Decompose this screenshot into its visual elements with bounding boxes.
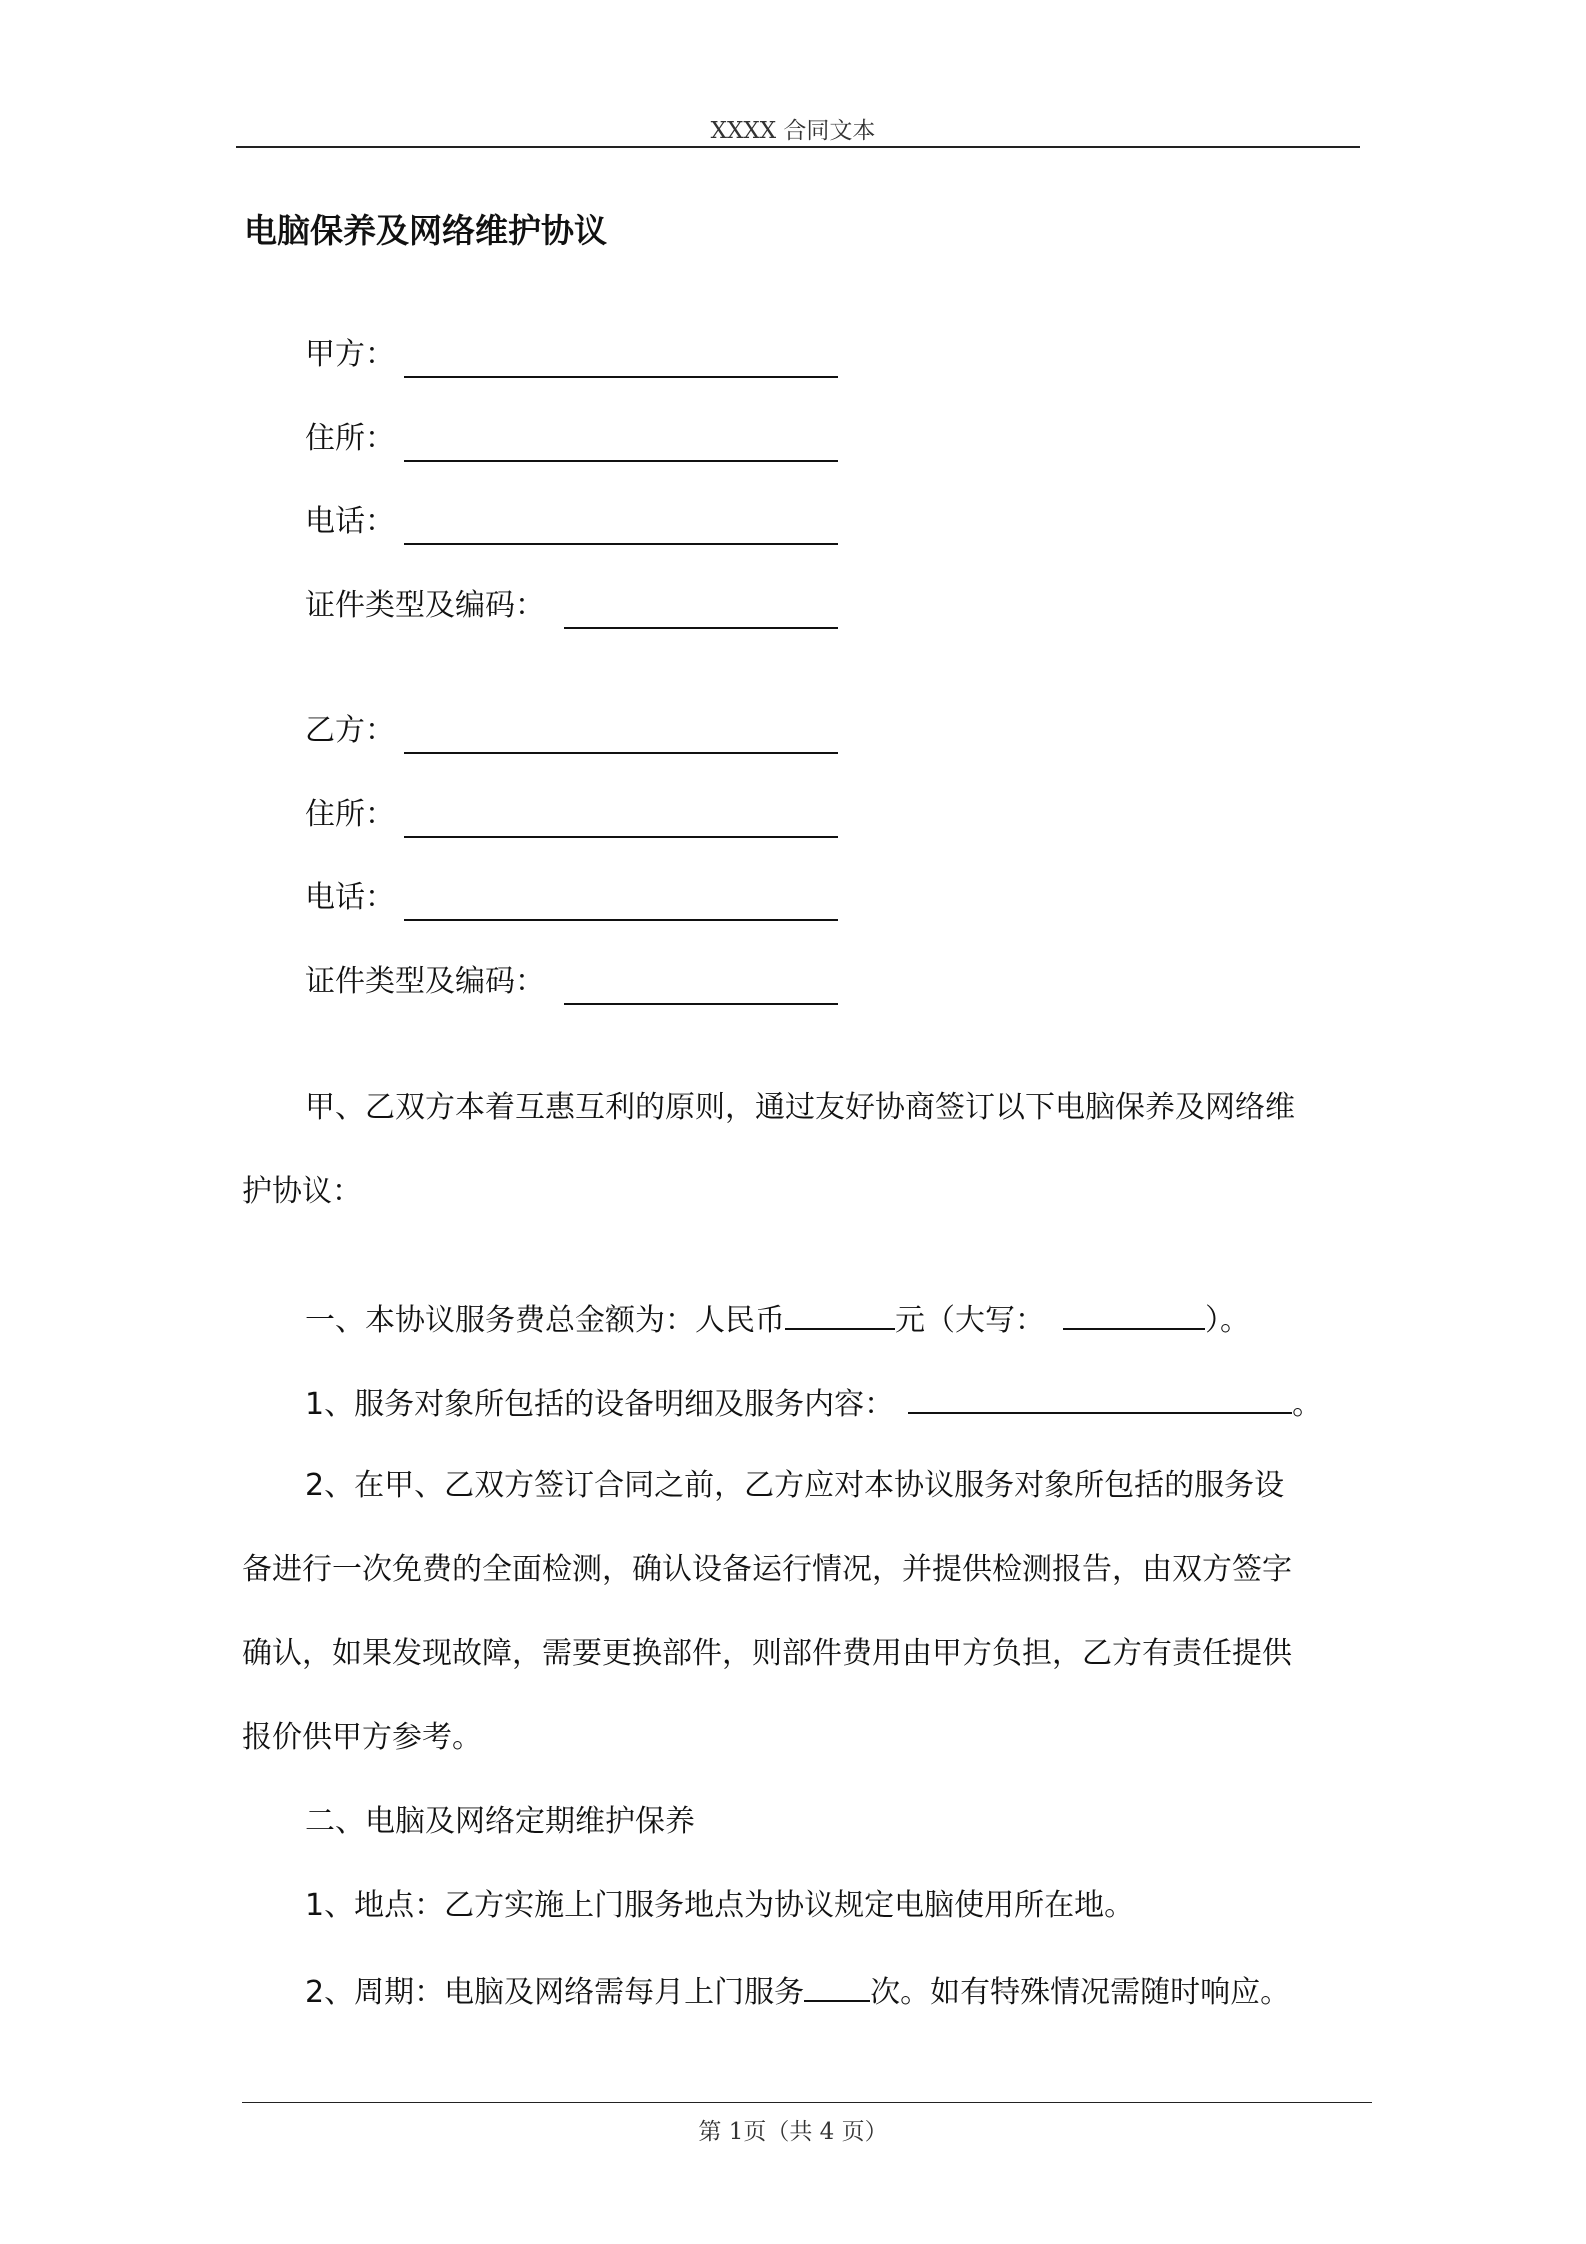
section1-item2-line-3: 确认，如果发现故障，需要更换部件，则部件费用由甲方负担，乙方有责任提供 — [242, 1636, 1292, 1671]
section2-heading: 二、电脑及网络定期维护保养 — [305, 1804, 695, 1839]
section1-item2-line-4: 报价供甲方参考。 — [242, 1720, 482, 1755]
party-a-name-field[interactable] — [404, 376, 838, 378]
section2-item1: 1、地点：乙方实施上门服务地点为协议规定电脑使用所在地。 — [305, 1888, 1135, 1923]
party-a-id-field[interactable] — [564, 627, 838, 629]
party-a-id-label: 证件类型及编码： — [305, 588, 545, 623]
party-a-name-label: 甲方： — [305, 337, 395, 372]
party-b-address-field[interactable] — [404, 836, 838, 838]
section1-heading-text-b: 元（大写： — [895, 1303, 1045, 1338]
document-title: 电脑保养及网络维护协议 — [244, 211, 607, 250]
section2-item2-text-b: 次。如有特殊情况需随时响应。 — [870, 1975, 1291, 2010]
party-a-phone-field[interactable] — [404, 543, 838, 545]
section1-item2-line-1: 2、在甲、乙双方签订合同之前，乙方应对本协议服务对象所包括的服务设 — [305, 1468, 1285, 1503]
party-a-address-field[interactable] — [404, 460, 838, 462]
party-b-address-label: 住所： — [305, 797, 395, 832]
party-b-name-field[interactable] — [404, 752, 838, 754]
section2-item2 — [305, 1970, 1290, 2013]
section1-heading-text-a: 一、本协议服务费总金额为：人民币 — [305, 1303, 785, 1338]
party-b-id-field[interactable] — [564, 1003, 838, 1005]
party-a-phone-label: 电话： — [305, 504, 395, 539]
footer-rule — [242, 2102, 1372, 2103]
intro-line-1: 甲、乙双方本着互惠互利的原则，通过友好协商签订以下电脑保养及网络维 — [305, 1090, 1295, 1125]
fee-amount-field[interactable] — [785, 1298, 895, 1330]
section1-item2-line-2: 备进行一次免费的全面检测，确认设备运行情况，并提供检测报告，由双方签字 — [242, 1552, 1292, 1587]
intro-line-2: 护协议： — [242, 1174, 362, 1209]
party-b-name-label: 乙方： — [305, 713, 395, 748]
section1-heading-text-c: ）。 — [1205, 1303, 1250, 1338]
section1-item1 — [305, 1382, 1322, 1425]
section1-item1-end: 。 — [1292, 1387, 1323, 1422]
footer-page-info: 第 1页（共 4 页） — [698, 2119, 888, 2145]
party-b-phone-label: 电话： — [305, 880, 395, 915]
section1-item1-text: 1、服务对象所包括的设备明细及服务内容： — [305, 1387, 895, 1422]
service-details-field[interactable] — [908, 1382, 1292, 1414]
fee-amount-words-field[interactable] — [1063, 1298, 1205, 1330]
party-b-id-label: 证件类型及编码： — [305, 964, 545, 999]
section1-heading — [305, 1298, 1250, 1341]
party-b-phone-field[interactable] — [404, 919, 838, 921]
header-rule — [236, 146, 1360, 148]
header-title: XXXX 合同文本 — [710, 118, 876, 144]
section2-item2-text-a: 2、周期：电脑及网络需每月上门服务 — [305, 1975, 805, 2010]
visit-count-field[interactable] — [804, 1970, 870, 2002]
party-a-address-label: 住所： — [305, 421, 395, 456]
